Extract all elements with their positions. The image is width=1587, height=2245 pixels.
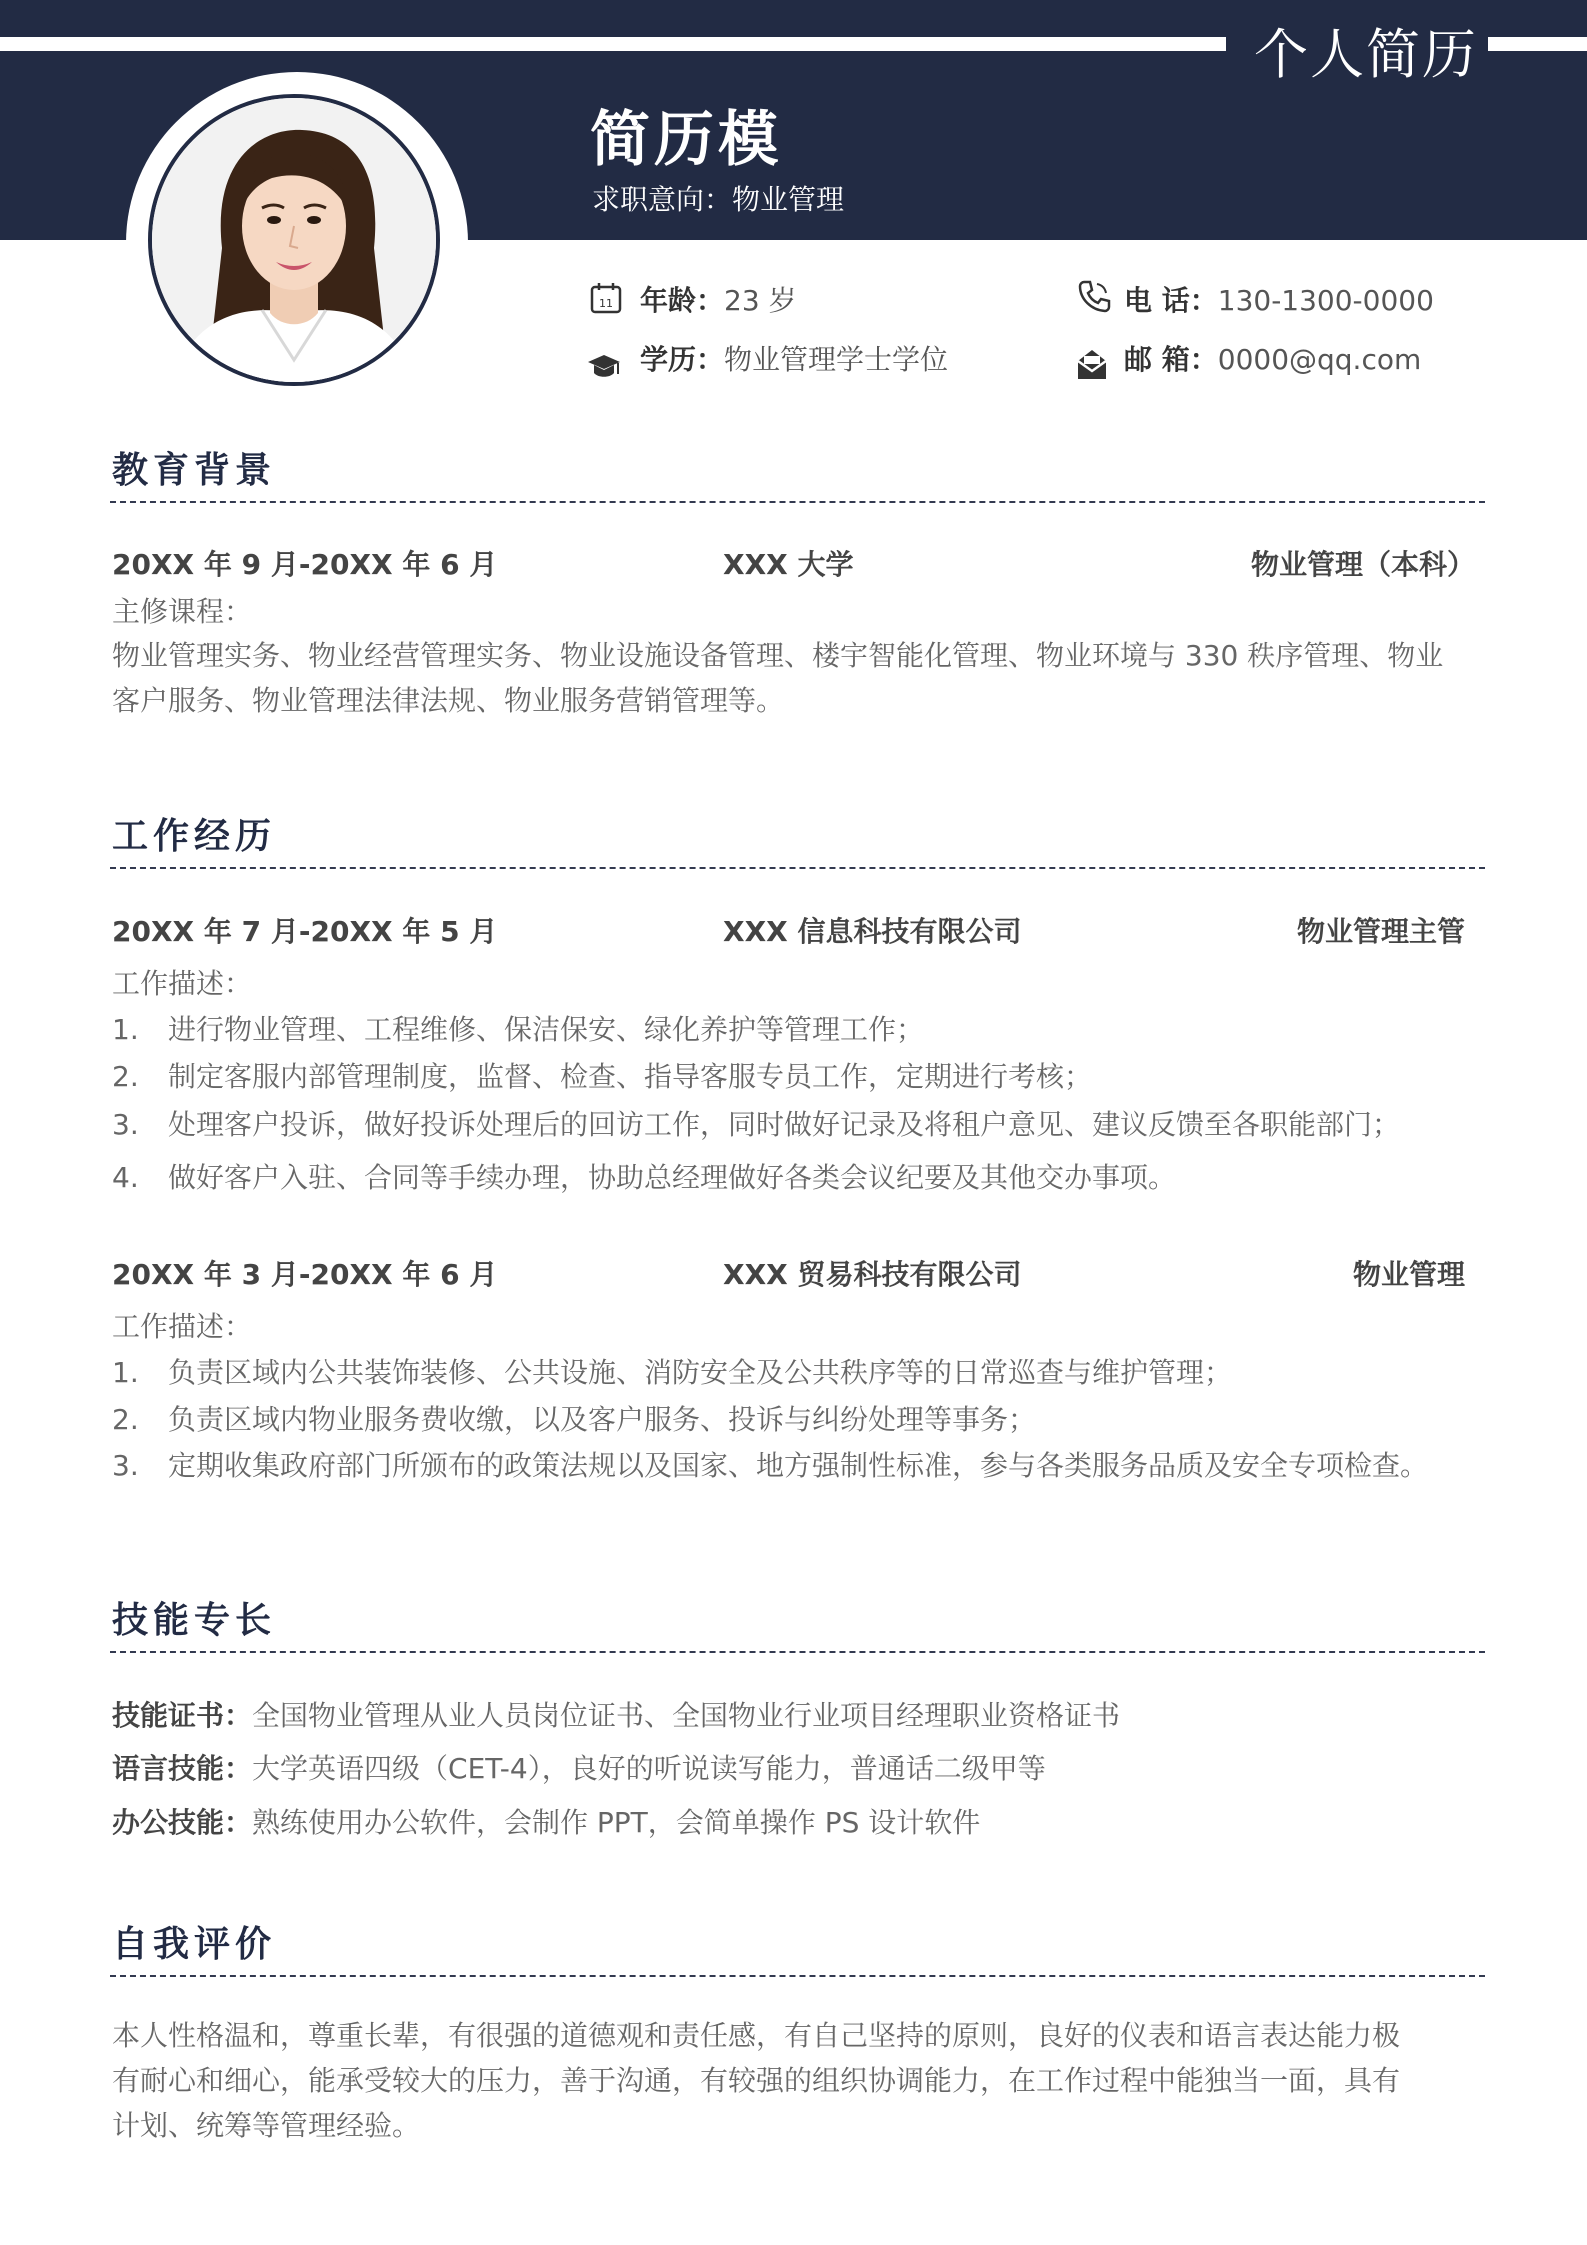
education-value: 物业管理学士学位 xyxy=(724,343,949,376)
section-title-work: 工作经历 xyxy=(112,816,277,857)
age-label: 年龄： xyxy=(640,284,725,317)
profile-photo xyxy=(148,94,440,386)
job-company: XXX 贸易科技有限公司 xyxy=(723,1258,1022,1291)
job-date: 20XX 年 7 月-20XX 年 5 月 xyxy=(112,915,498,948)
education-label: 学历： xyxy=(640,343,725,376)
email-value: 0000@qq.com xyxy=(1217,343,1422,376)
phone-icon xyxy=(1076,278,1112,314)
courses-text xyxy=(112,633,1487,723)
self-eval-line: 计划、统筹等管理经验。 xyxy=(112,2109,421,2142)
job-company: XXX 信息科技有限公司 xyxy=(723,915,1022,948)
header-top-line xyxy=(0,37,1226,51)
job-position: 物业管理主管 xyxy=(1296,915,1465,948)
job-desc-item: 2. 制定客服内部管理制度，监督、检查、指导客服专员工作，定期进行考核； xyxy=(112,1060,1093,1093)
section-title-self-eval: 自我评价 xyxy=(112,1924,277,1965)
skill-item: 语言技能：大学英语四级（CET-4），良好的听说读写能力，普通话二级甲等 xyxy=(112,1752,1046,1785)
section-divider xyxy=(110,1975,1485,1977)
job-position: 物业管理 xyxy=(1352,1258,1465,1291)
job-desc-item: 3. 定期收集政府部门所颁布的政策法规以及国家、地方强制性标准，参与各类服务品质及安全专项检查。 xyxy=(112,1449,1429,1482)
job-desc-label: 工作描述： xyxy=(112,1310,253,1343)
education-school: XXX 大学 xyxy=(723,548,854,581)
svg-text:11: 11 xyxy=(599,297,613,310)
skill-item: 办公技能：熟练使用办公软件，会制作 PPT，会简单操作 PS 设计软件 xyxy=(112,1806,981,1839)
header-top-line-right xyxy=(1488,37,1587,51)
courses-line: 客户服务、物业管理法律法规、物业服务营销管理等。 xyxy=(112,684,785,717)
section-title-skills: 技能专长 xyxy=(112,1600,277,1641)
phone-label: 电 话： xyxy=(1124,284,1218,317)
job-desc-label: 工作描述： xyxy=(112,967,253,1000)
section-title-education: 教育背景 xyxy=(112,450,277,491)
phone-value: 130-1300-0000 xyxy=(1217,284,1434,317)
graduation-cap-icon xyxy=(586,348,622,384)
section-divider xyxy=(110,501,1485,503)
self-eval-text xyxy=(112,2013,1487,2148)
age-value: 23 岁 xyxy=(724,284,797,317)
job-date: 20XX 年 3 月-20XX 年 6 月 xyxy=(112,1258,498,1291)
job-desc-item: 3. 处理客户投诉，做好投诉处理后的回访工作，同时做好记录及将租户意见、建议反馈至各职能部门； xyxy=(112,1108,1401,1141)
self-eval-line: 有耐心和细心，能承受较大的压力，善于沟通，有较强的组织协调能力，在工作过程中能独当一面，具有 xyxy=(112,2064,1401,2097)
job-desc-item: 4. 做好客户入驻、合同等手续办理，协助总经理做好各类会议纪要及其他交办事项。 xyxy=(112,1161,1177,1194)
resume-title: 个人简历 xyxy=(1254,23,1478,86)
job-desc-item: 1. 负责区域内公共装饰装修、公共设施、消防安全及公共秩序等的日常巡查与维护管理； xyxy=(112,1356,1233,1389)
phone-info xyxy=(1124,279,1434,319)
section-divider xyxy=(110,1651,1485,1653)
courses-label: 主修课程： xyxy=(112,595,253,628)
email-label: 邮 箱： xyxy=(1124,343,1218,376)
calendar-icon xyxy=(588,280,624,316)
job-desc-item: 2. 负责区域内物业服务费收缴，以及客户服务、投诉与纠纷处理等事务； xyxy=(112,1403,1037,1436)
self-eval-line: 本人性格温和，尊重长辈，有很强的道德观和责任感，有自己坚持的原则，良好的仪表和语言表达能力极 xyxy=(112,2019,1401,2052)
education-major: 物业管理（本科） xyxy=(1250,548,1475,581)
education-date: 20XX 年 9 月-20XX 年 6 月 xyxy=(112,548,498,581)
education-info xyxy=(640,338,948,378)
courses-line: 物业管理实务、物业经营管理实务、物业设施设备管理、楼宇智能化管理、物业环境与 330 秩序管理、物业 xyxy=(112,639,1444,672)
job-desc-item: 1. 进行物业管理、工程维修、保洁保安、绿化养护等管理工作； xyxy=(112,1013,925,1046)
job-intent: 求职意向：物业管理 xyxy=(592,183,845,216)
candidate-name: 简历模 xyxy=(590,105,782,175)
skill-item: 技能证书：全国物业管理从业人员岗位证书、全国物业行业项目经理职业资格证书 xyxy=(112,1699,1121,1732)
portrait-image xyxy=(152,98,436,382)
section-divider xyxy=(110,867,1485,869)
email-info xyxy=(1124,338,1421,378)
mail-icon xyxy=(1074,346,1110,382)
age-info xyxy=(640,279,797,319)
